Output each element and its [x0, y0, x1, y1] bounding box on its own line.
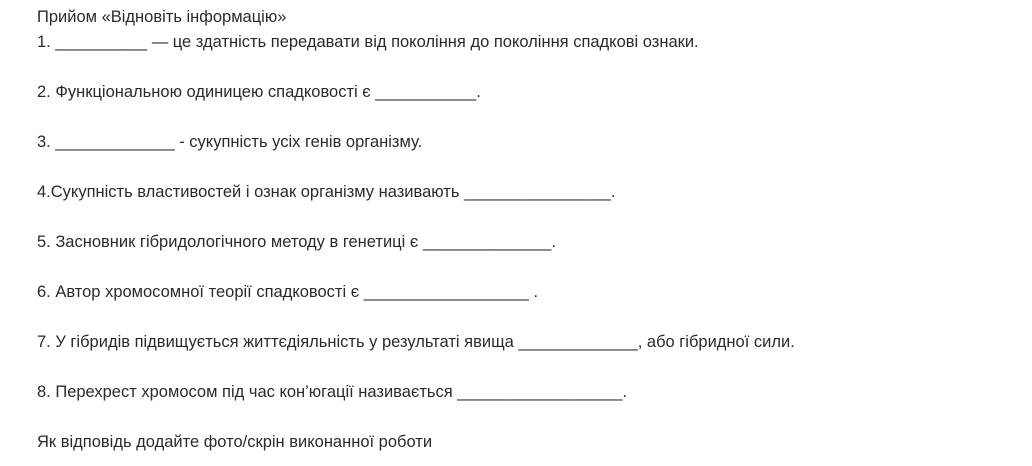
question-3: 3. _____________ - сукупність усіх генів організму. — [37, 133, 423, 151]
question-1: 1. __________ — це здатність передавати від покоління до покоління спадкові ознаки. — [37, 33, 699, 51]
question-2: 2. Функціональною одиницею спадковості є ___________. — [37, 83, 481, 101]
question-8: 8. Перехрест хромосом під час кон’югації називається __________________. — [37, 383, 628, 401]
question-7: 7. У гібридів підвищується життєдіяльність у результаті явища _____________, або гібридної сили. — [37, 333, 795, 351]
question-4: 4.Сукупність властивостей і ознак організму називають ________________. — [37, 183, 616, 201]
question-6: 6. Автор хромосомної теорії спадковості є __________________ . — [37, 283, 539, 301]
instruction-footer: Як відповідь додайте фото/скрін виконанної роботи — [37, 433, 433, 451]
worksheet-title: Прийом «Відновіть інформацію» — [37, 8, 287, 26]
question-5: 5. Засновник гібридологічного методу в генетиці є ______________. — [37, 233, 556, 251]
